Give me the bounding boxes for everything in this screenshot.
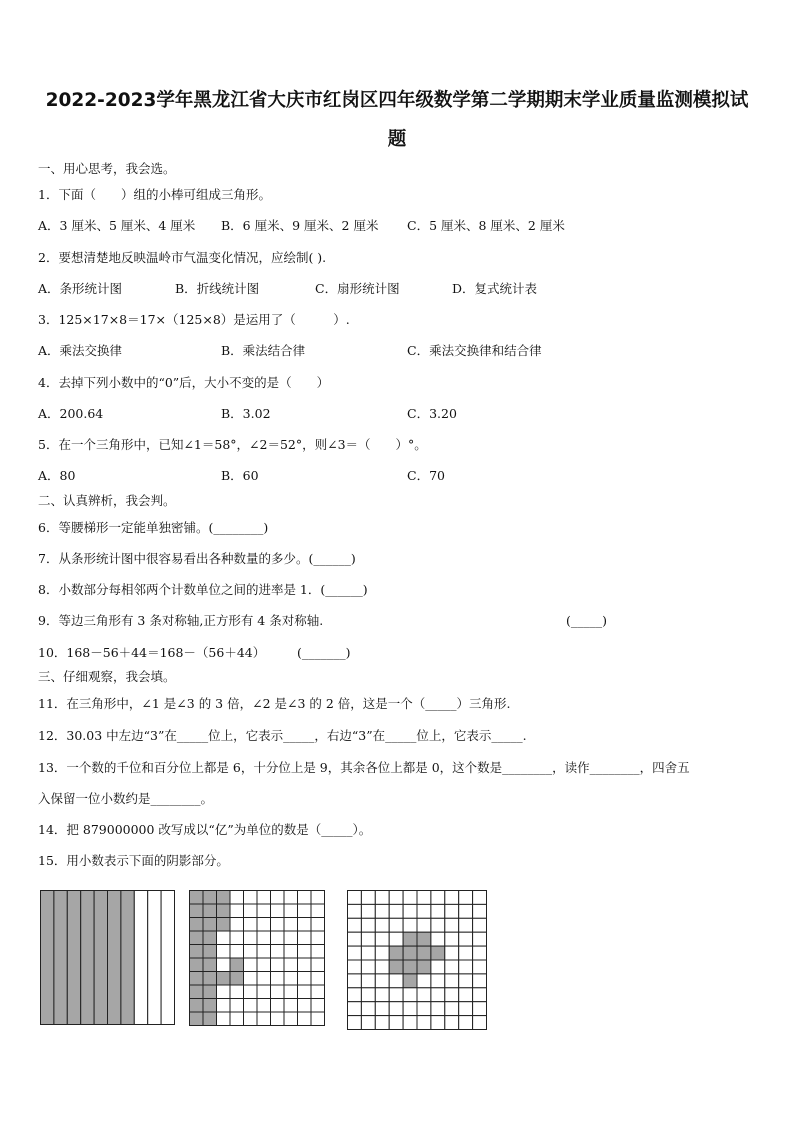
- grid-cell: [473, 891, 487, 905]
- grid-cell: [445, 988, 459, 1002]
- grid-cell: [375, 988, 389, 1002]
- question-2-option-c: C．扇形统计图: [315, 281, 400, 296]
- shaded-cell: [417, 960, 431, 974]
- shaded-cell: [403, 974, 417, 988]
- page-title-line-2: 题: [387, 129, 407, 150]
- question-4-option-c: C．3.20: [407, 406, 457, 421]
- grid-cell: [244, 931, 258, 945]
- question-2-option-b: B．折线统计图: [175, 281, 260, 296]
- question-4-option-a: A．200.64: [38, 406, 104, 421]
- question-9: 9．等边三角形有 3 条对称轴,正方形有 4 条对称轴.: [38, 613, 324, 628]
- grid-cell: [361, 1002, 375, 1016]
- grid-cell: [348, 946, 362, 960]
- question-2-option-a: A．条形统计图: [38, 281, 123, 296]
- grid-cell: [431, 988, 445, 1002]
- grid-cell: [311, 999, 325, 1013]
- shaded-cell: [190, 945, 204, 959]
- grid-cell: [403, 1002, 417, 1016]
- grid-cell: [389, 1016, 403, 1030]
- grid-cell: [473, 988, 487, 1002]
- grid-cell: [271, 918, 285, 932]
- page-title-line-1: 2022-2023学年黑龙江省大庆市红岗区四年级数学第二学期期末学业质量监测模拟试: [45, 90, 749, 111]
- grid-cell: [230, 985, 244, 999]
- grid-cell: [298, 918, 312, 932]
- grid-cell: [361, 918, 375, 932]
- grid-cell: [284, 972, 298, 986]
- shaded-cell: [217, 904, 231, 918]
- section-heading-fill: 三、仔细观察，我会填。: [38, 669, 176, 684]
- question-3-option-c: C．乘法交换律和结合律: [407, 343, 542, 358]
- grid-cell: [298, 972, 312, 986]
- shaded-cell: [190, 904, 204, 918]
- grid-cell: [389, 932, 403, 946]
- grid-cell: [230, 931, 244, 945]
- shaded-cell: [230, 972, 244, 986]
- grid-cell: [445, 1016, 459, 1030]
- grid-cell: [459, 918, 473, 932]
- question-13-line-2: 入保留一位小数约是________。: [38, 791, 214, 806]
- grid-cell: [257, 999, 271, 1013]
- section-heading-choice: 一、用心思考，我会选。: [38, 161, 176, 176]
- figure-2-hundred-grid: [190, 891, 325, 1026]
- grid-cell: [431, 891, 445, 905]
- grid-cell: [348, 891, 362, 905]
- grid-cell: [375, 904, 389, 918]
- grid-cell: [417, 988, 431, 1002]
- shaded-strip: [81, 891, 94, 1025]
- grid-cell: [257, 985, 271, 999]
- grid-cell: [271, 972, 285, 986]
- question-7: 7．从条形统计图中很容易看出各种数量的多少。(______): [38, 551, 356, 566]
- grid-cell: [348, 960, 362, 974]
- grid-cell: [361, 932, 375, 946]
- grid-cell: [298, 985, 312, 999]
- grid-cell: [257, 958, 271, 972]
- grid-cell: [473, 946, 487, 960]
- question-1-option-b: B．6 厘米、9 厘米、2 厘米: [221, 218, 379, 233]
- grid-cell: [298, 999, 312, 1013]
- grid-cell: [244, 958, 258, 972]
- grid-cell: [311, 985, 325, 999]
- grid-cell: [375, 891, 389, 905]
- question-5-option-a: A．80: [38, 468, 76, 483]
- shaded-strip: [67, 891, 80, 1025]
- shaded-cell: [190, 891, 204, 905]
- grid-cell: [431, 1016, 445, 1030]
- grid-cell: [403, 918, 417, 932]
- shaded-cell: [203, 918, 217, 932]
- grid-cell: [361, 904, 375, 918]
- shaded-cell: [203, 904, 217, 918]
- shaded-cell: [389, 946, 403, 960]
- grid-cell: [375, 1002, 389, 1016]
- question-14: 14．把 879000000 改写成以“亿”为单位的数是（_____）。: [38, 822, 372, 837]
- grid-cell: [431, 974, 445, 988]
- grid-cell: [284, 891, 298, 905]
- shaded-cell: [190, 958, 204, 972]
- grid-cell: [375, 932, 389, 946]
- grid-cell: [271, 958, 285, 972]
- grid-cell: [244, 1012, 258, 1026]
- question-2: 2．要想清楚地反映温岭市气温变化情况，应绘制( ).: [38, 250, 327, 265]
- shaded-cell: [431, 946, 445, 960]
- grid-cell: [298, 958, 312, 972]
- grid-cell: [257, 945, 271, 959]
- grid-cell: [298, 891, 312, 905]
- question-10: 10．168－56＋44＝168－（56＋44）: [38, 645, 266, 660]
- grid-cell: [244, 999, 258, 1013]
- grid-cell: [348, 988, 362, 1002]
- grid-cell: [298, 1012, 312, 1026]
- shaded-cell: [203, 931, 217, 945]
- grid-cell: [361, 946, 375, 960]
- grid-cell: [375, 918, 389, 932]
- grid-cell: [473, 974, 487, 988]
- question-13-line-1: 13．一个数的千位和百分位上都是 6，十分位上是 9，其余各位上都是 0，这个数是________，读作________，四舍五: [38, 760, 690, 775]
- question-10-answer-blank: (_______): [297, 645, 351, 660]
- grid-cell: [271, 931, 285, 945]
- shaded-cell: [190, 1012, 204, 1026]
- shaded-cell: [217, 891, 231, 905]
- grid-cell: [417, 904, 431, 918]
- grid-cell: [311, 904, 325, 918]
- grid-cell: [298, 945, 312, 959]
- shaded-cell: [217, 972, 231, 986]
- grid-cell: [257, 931, 271, 945]
- shaded-strip: [41, 891, 54, 1025]
- grid-cell: [417, 1016, 431, 1030]
- grid-cell: [257, 972, 271, 986]
- grid-cell: [257, 904, 271, 918]
- grid-cell: [445, 891, 459, 905]
- figure-3-hundred-grid: [348, 891, 487, 1030]
- grid-cell: [389, 974, 403, 988]
- grid-cell: [431, 960, 445, 974]
- grid-cell: [403, 988, 417, 1002]
- question-1: 1．下面（ ）组的小棒可组成三角形。: [38, 187, 271, 202]
- grid-cell: [375, 974, 389, 988]
- shaded-cell: [217, 918, 231, 932]
- grid-cell: [217, 1012, 231, 1026]
- grid-cell: [244, 891, 258, 905]
- question-9-answer-blank: (_____): [566, 613, 608, 628]
- grid-cell: [348, 974, 362, 988]
- grid-cell: [445, 946, 459, 960]
- shaded-cell: [417, 946, 431, 960]
- shaded-strip: [54, 891, 67, 1025]
- grid-cell: [417, 1002, 431, 1016]
- question-8: 8．小数部分每相邻两个计数单位之间的进率是 1．(______): [38, 582, 368, 597]
- question-6: 6．等腰梯形一定能单独密铺。(________): [38, 520, 269, 535]
- question-11: 11．在三角形中，∠1 是∠3 的 3 倍，∠2 是∠3 的 2 倍，这是一个（_____）三角形.: [38, 696, 511, 711]
- shaded-strip: [94, 891, 107, 1025]
- grid-cell: [244, 904, 258, 918]
- grid-cell: [230, 945, 244, 959]
- grid-cell: [445, 904, 459, 918]
- shaded-cell: [403, 960, 417, 974]
- grid-cell: [417, 891, 431, 905]
- question-4-option-b: B．3.02: [221, 406, 271, 421]
- grid-cell: [459, 1002, 473, 1016]
- grid-cell: [271, 891, 285, 905]
- question-2-option-d: D．复式统计表: [452, 281, 538, 296]
- shaded-cell: [403, 932, 417, 946]
- grid-cell: [348, 1016, 362, 1030]
- grid-cell: [284, 999, 298, 1013]
- shaded-cell: [190, 972, 204, 986]
- shaded-cell: [190, 931, 204, 945]
- grid-cell: [271, 1012, 285, 1026]
- grid-cell: [348, 932, 362, 946]
- shaded-cell: [190, 985, 204, 999]
- grid-cell: [459, 904, 473, 918]
- shaded-figures: [0, 888, 794, 1030]
- grid-cell: [431, 918, 445, 932]
- grid-cell: [244, 985, 258, 999]
- grid-cell: [445, 918, 459, 932]
- grid-cell: [431, 1002, 445, 1016]
- grid-cell: [217, 945, 231, 959]
- grid-cell: [459, 932, 473, 946]
- grid-cell: [389, 988, 403, 1002]
- grid-cell: [431, 904, 445, 918]
- question-3: 3．125×17×8＝17×（125×8）是运用了（ ）.: [38, 312, 350, 327]
- grid-cell: [271, 904, 285, 918]
- grid-cell: [459, 988, 473, 1002]
- shaded-cell: [417, 932, 431, 946]
- question-3-option-a: A．乘法交换律: [38, 343, 123, 358]
- question-1-option-a: A．3 厘米、5 厘米、4 厘米: [38, 218, 196, 233]
- grid-cell: [230, 904, 244, 918]
- grid-cell: [361, 974, 375, 988]
- grid-cell: [361, 891, 375, 905]
- grid-cell: [473, 1016, 487, 1030]
- grid-cell: [311, 972, 325, 986]
- grid-cell: [311, 958, 325, 972]
- grid-cell: [459, 960, 473, 974]
- grid-cell: [284, 1012, 298, 1026]
- shaded-cell: [203, 999, 217, 1013]
- grid-cell: [257, 918, 271, 932]
- grid-cell: [473, 1002, 487, 1016]
- grid-cell: [298, 931, 312, 945]
- grid-cell: [417, 974, 431, 988]
- grid-cell: [257, 1012, 271, 1026]
- grid-cell: [284, 918, 298, 932]
- grid-cell: [311, 918, 325, 932]
- grid-cell: [230, 918, 244, 932]
- grid-cell: [403, 1016, 417, 1030]
- question-4: 4．去掉下列小数中的“0”后，大小不变的是（ ）: [38, 375, 330, 390]
- grid-cell: [244, 945, 258, 959]
- grid-cell: [459, 946, 473, 960]
- grid-cell: [459, 891, 473, 905]
- grid-cell: [403, 891, 417, 905]
- shaded-cell: [230, 958, 244, 972]
- shaded-strip: [121, 891, 134, 1025]
- grid-cell: [445, 932, 459, 946]
- grid-cell: [217, 985, 231, 999]
- grid-cell: [389, 891, 403, 905]
- shaded-cell: [190, 918, 204, 932]
- shaded-cell: [389, 960, 403, 974]
- shaded-cell: [203, 1012, 217, 1026]
- blank-strip: [134, 891, 147, 1025]
- question-1-option-c: C．5 厘米、8 厘米、2 厘米: [407, 218, 565, 233]
- grid-cell: [445, 960, 459, 974]
- figure-1-column-strips: [41, 891, 175, 1025]
- grid-cell: [230, 1012, 244, 1026]
- grid-cell: [375, 946, 389, 960]
- grid-cell: [271, 985, 285, 999]
- grid-cell: [417, 918, 431, 932]
- grid-cell: [230, 999, 244, 1013]
- blank-strip: [161, 891, 174, 1025]
- question-15: 15．用小数表示下面的阴影部分。: [38, 853, 229, 868]
- grid-cell: [389, 918, 403, 932]
- question-12: 12．30.03 中左边“3”在_____位上，它表示_____，右边“3”在_____位上，它表示_____.: [38, 728, 527, 743]
- grid-cell: [389, 904, 403, 918]
- grid-cell: [473, 932, 487, 946]
- shaded-cell: [203, 972, 217, 986]
- grid-cell: [459, 1016, 473, 1030]
- shaded-cell: [403, 946, 417, 960]
- grid-cell: [431, 932, 445, 946]
- shaded-cell: [203, 958, 217, 972]
- shaded-cell: [203, 945, 217, 959]
- grid-cell: [284, 931, 298, 945]
- grid-cell: [311, 891, 325, 905]
- question-5: 5．在一个三角形中，已知∠1＝58°，∠2＝52°，则∠3＝（ ）°。: [38, 437, 427, 452]
- question-3-option-b: B．乘法结合律: [221, 343, 306, 358]
- blank-strip: [148, 891, 161, 1025]
- grid-cell: [217, 999, 231, 1013]
- shaded-cell: [203, 985, 217, 999]
- grid-cell: [445, 1002, 459, 1016]
- section-heading-judge: 二、认真辨析，我会判。: [38, 493, 176, 508]
- grid-cell: [244, 918, 258, 932]
- grid-cell: [244, 972, 258, 986]
- grid-cell: [361, 1016, 375, 1030]
- grid-cell: [217, 958, 231, 972]
- grid-cell: [311, 931, 325, 945]
- question-5-option-b: B．60: [221, 468, 259, 483]
- grid-cell: [284, 958, 298, 972]
- shaded-cell: [203, 891, 217, 905]
- grid-cell: [361, 988, 375, 1002]
- grid-cell: [284, 985, 298, 999]
- shaded-cell: [190, 999, 204, 1013]
- grid-cell: [217, 931, 231, 945]
- grid-cell: [459, 974, 473, 988]
- grid-cell: [298, 904, 312, 918]
- grid-cell: [361, 960, 375, 974]
- grid-cell: [311, 945, 325, 959]
- grid-cell: [348, 1002, 362, 1016]
- grid-cell: [473, 918, 487, 932]
- grid-cell: [375, 1016, 389, 1030]
- question-5-option-c: C．70: [407, 468, 445, 483]
- grid-cell: [284, 945, 298, 959]
- grid-cell: [375, 960, 389, 974]
- grid-cell: [284, 904, 298, 918]
- grid-cell: [311, 1012, 325, 1026]
- grid-cell: [389, 1002, 403, 1016]
- shaded-strip: [108, 891, 121, 1025]
- grid-cell: [348, 904, 362, 918]
- grid-cell: [473, 904, 487, 918]
- grid-cell: [445, 974, 459, 988]
- grid-cell: [257, 891, 271, 905]
- grid-cell: [348, 918, 362, 932]
- grid-cell: [473, 960, 487, 974]
- grid-cell: [271, 999, 285, 1013]
- grid-cell: [403, 904, 417, 918]
- grid-cell: [230, 891, 244, 905]
- grid-cell: [271, 945, 285, 959]
